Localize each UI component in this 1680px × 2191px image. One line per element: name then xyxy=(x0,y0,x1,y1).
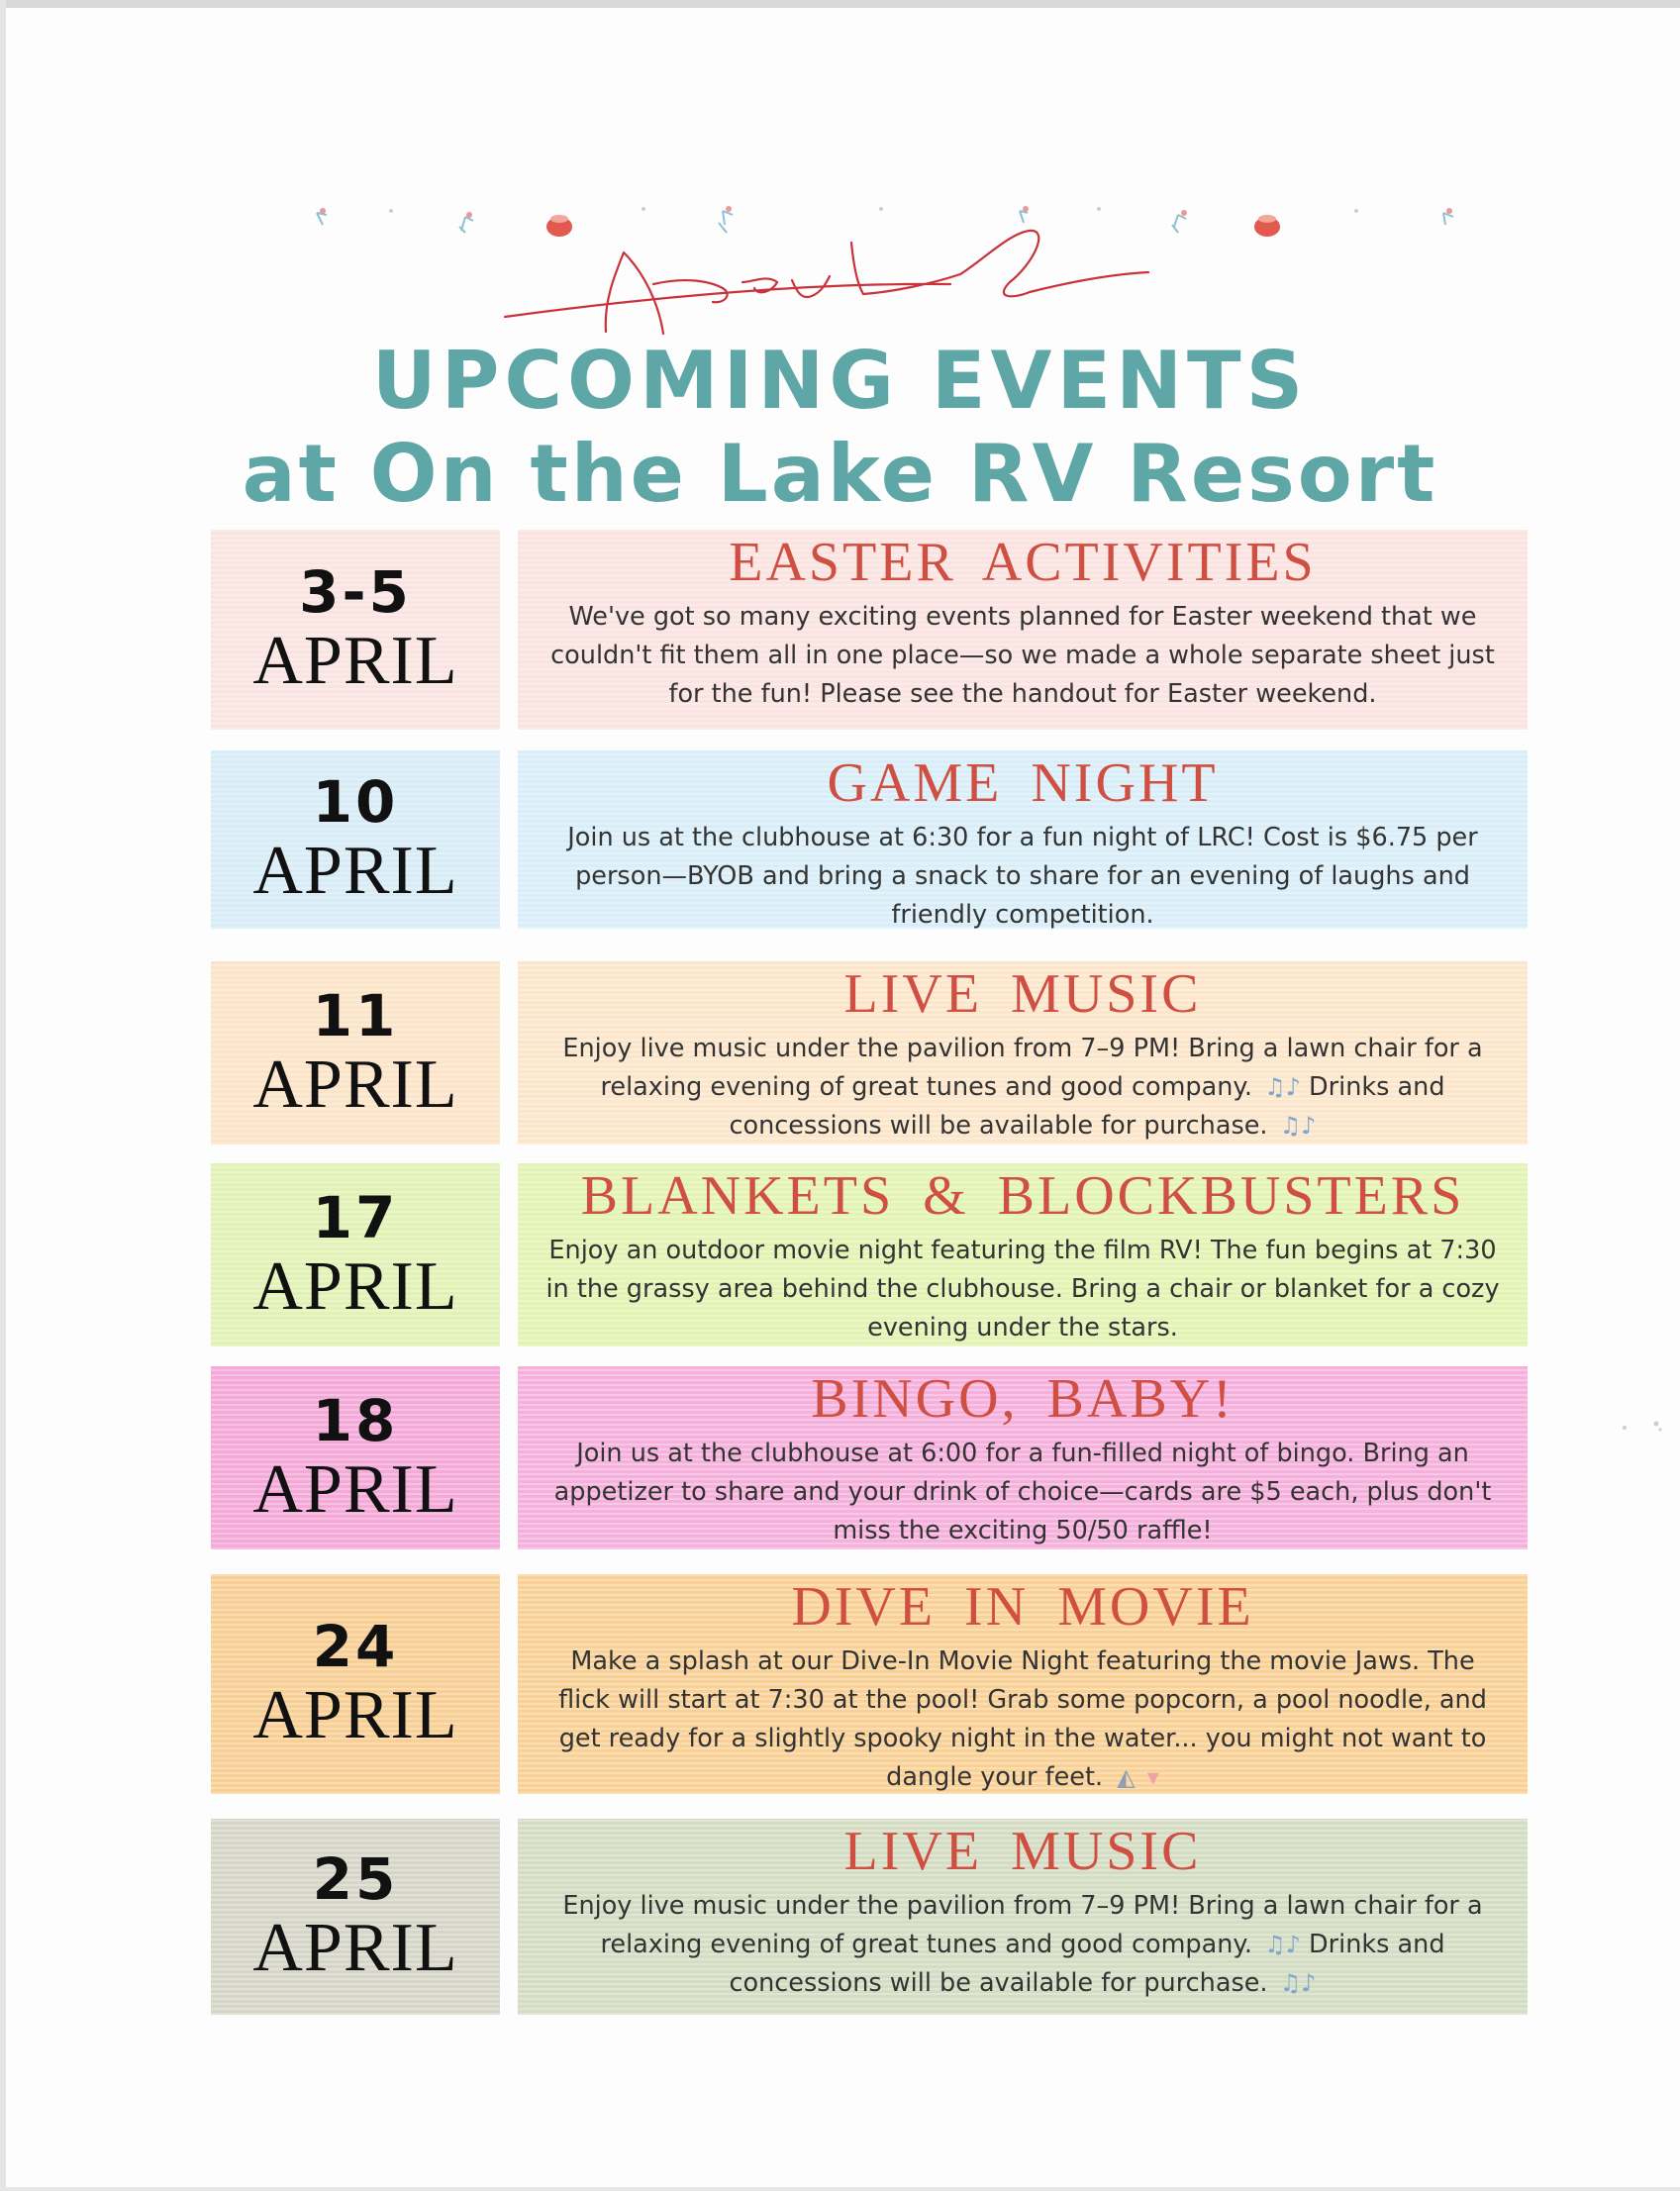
event-description: Join us at the clubhouse at 6:30 for a fun night of LRC! Cost is $6.75 per person—BYOB and bring a snack to share for an evening of laughs and friendly competition. xyxy=(567,822,1478,930)
music-notes-icon: ♫♪ xyxy=(1279,1111,1317,1140)
event-title: BLANKETS & BLOCKBUSTERS xyxy=(580,1165,1465,1227)
date-day: 3-5 xyxy=(299,558,412,627)
popcorn-icon: ▾ xyxy=(1146,1762,1159,1791)
shark-icon: ◭ xyxy=(1117,1762,1136,1791)
date-day: 18 xyxy=(312,1386,399,1454)
event-row xyxy=(211,1819,1528,2015)
event-description-line: Drinks and concessions will be available for purchase. xyxy=(729,1929,1445,1998)
date-month: APRIL xyxy=(252,1910,458,1987)
event-row xyxy=(211,530,1528,730)
event-description xyxy=(544,1887,1502,2003)
event-title: GAME NIGHT xyxy=(827,752,1219,814)
date-box xyxy=(211,1163,500,1346)
date-day: 17 xyxy=(312,1183,399,1251)
event-row xyxy=(211,961,1528,1145)
event-title: BINGO, BABY! xyxy=(811,1368,1235,1430)
date-day: 25 xyxy=(312,1845,399,1914)
scan-speck xyxy=(1619,1414,1668,1444)
event-row xyxy=(211,1366,1528,1549)
scan-edge xyxy=(0,2187,1680,2191)
script-title-april xyxy=(495,223,1188,342)
date-box xyxy=(211,1366,500,1549)
event-description: Join us at the clubhouse at 6:00 for a fun-filled night of bingo. Bring an appetizer to share and your drink of choice—cards are $5 each, plus don't miss the exciting 50/50 raffle! xyxy=(553,1438,1492,1545)
event-info xyxy=(518,750,1528,929)
event-info xyxy=(518,1163,1528,1346)
event-description: Enjoy an outdoor movie night featuring the film RV! The fun begins at 7:30 in the grassy area behind the clubhouse. Bring a chair or blanket for a cozy evening under the stars. xyxy=(545,1235,1500,1343)
event-description-line: Make a splash at our Dive-In Movie Night featuring the movie Jaws. The flick will start at 7:30 at the pool! Grab some popcorn, a pool noodle, and get ready for a slightly spooky night in the water... you might not want to dangle your feet. xyxy=(558,1645,1487,1792)
event-description: We've got so many exciting events planned for Easter weekend that we couldn't fit them all in one place—so we made a whole separate sheet just for the fun! Please see the handout for Easter weekend. xyxy=(550,601,1495,709)
event-description-line: Enjoy live music under the pavilion from 7–9 PM! Bring a lawn chair for a relaxing evening of great tunes and good company. xyxy=(562,1033,1483,1102)
date-month: APRIL xyxy=(252,833,458,910)
date-day: 10 xyxy=(312,768,399,837)
date-box xyxy=(211,1819,500,2015)
event-info xyxy=(518,530,1528,730)
event-description xyxy=(544,1643,1502,1797)
event-row xyxy=(211,1163,1528,1346)
event-title: EASTER ACTIVITIES xyxy=(729,532,1317,593)
headline-resort-name: at On the Lake RV Resort xyxy=(242,428,1438,520)
event-description-line: Enjoy live music under the pavilion from 7–9 PM! Bring a lawn chair for a relaxing evening of great tunes and good company. xyxy=(562,1890,1483,1959)
music-notes-icon: ♫♪ xyxy=(1264,1930,1301,1958)
event-title: LIVE MUSIC xyxy=(843,1821,1202,1882)
event-row xyxy=(211,750,1528,929)
date-box xyxy=(211,1574,500,1794)
headline-upcoming-events: UPCOMING EVENTS xyxy=(371,335,1309,427)
music-notes-icon: ♫♪ xyxy=(1279,1968,1317,1997)
event-description xyxy=(544,1030,1502,1145)
date-month: APRIL xyxy=(252,623,458,700)
music-notes-icon: ♫♪ xyxy=(1264,1072,1301,1101)
event-title: DIVE IN MOVIE xyxy=(791,1576,1254,1638)
date-box xyxy=(211,961,500,1145)
event-info xyxy=(518,1819,1528,2015)
event-description-line: Drinks and concessions will be available for purchase. xyxy=(729,1071,1445,1141)
event-info xyxy=(518,1366,1528,1549)
event-row xyxy=(211,1574,1528,1794)
scan-edge xyxy=(0,0,1680,8)
date-month: APRIL xyxy=(252,1247,458,1325)
events-list xyxy=(211,530,1528,2015)
event-info xyxy=(518,961,1528,1145)
date-month: APRIL xyxy=(252,1046,458,1123)
date-box xyxy=(211,750,500,929)
event-info xyxy=(518,1574,1528,1794)
date-day: 11 xyxy=(312,981,399,1049)
date-day: 24 xyxy=(312,1613,399,1681)
date-month: APRIL xyxy=(252,1450,458,1528)
date-month: APRIL xyxy=(252,1677,458,1754)
date-box xyxy=(211,530,500,730)
scan-edge xyxy=(0,0,6,2191)
event-title: LIVE MUSIC xyxy=(843,963,1202,1025)
